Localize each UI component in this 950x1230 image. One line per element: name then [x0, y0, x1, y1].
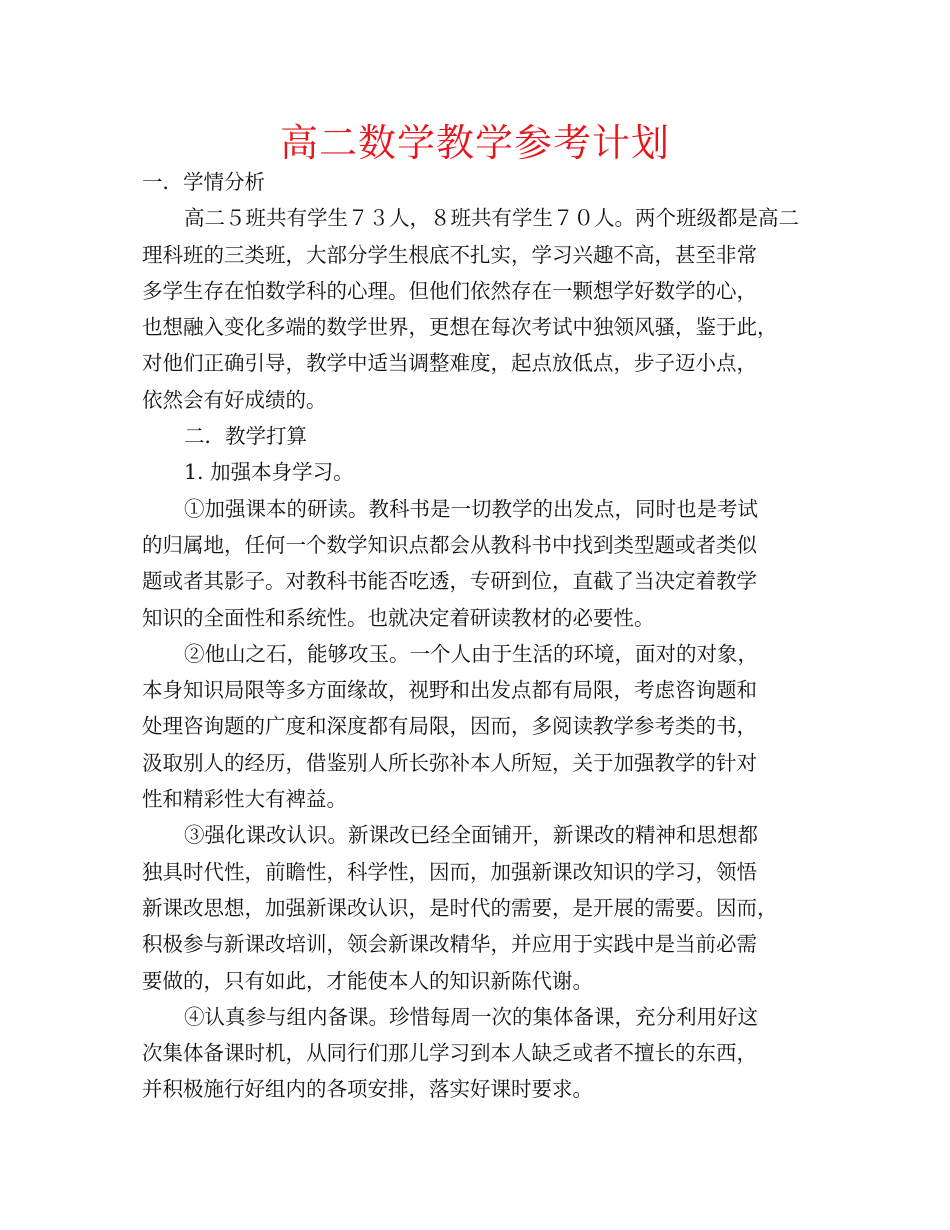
text-line: 高二５班共有学生７３人，８班共有学生７０人。两个班级都是高二: [184, 206, 799, 231]
text-line: 1. 加强本身学习。: [184, 460, 354, 485]
text-line: ①加强课本的研读。教科书是一切教学的出发点，同时也是考试: [184, 496, 758, 521]
text-line: 并积极施行好组内的各项安排，落实好课时要求。: [142, 1077, 593, 1102]
text-line: 处理咨询题的广度和深度都有局限，因而，多阅读教学参考类的书，: [142, 714, 757, 739]
text-line: 一．学情分析: [142, 170, 265, 194]
document-title: 高二数学教学参考计划: [279, 121, 670, 165]
text-line: 题或者其影子。对教科书能否吃透，专研到位，直截了当决定着教学: [142, 569, 757, 594]
text-line: 积极参与新课改培训，领会新课改精华，并应用于实践中是当前必需: [142, 932, 757, 957]
text-line: 新课改思想，加强新课改认识，是时代的需要，是开展的需要。因而，: [142, 895, 778, 920]
text-line: 次集体备课时机，从同行们那儿学习到本人缺乏或者不擅长的东西，: [142, 1041, 757, 1066]
text-line: 独具时代性，前瞻性，科学性，因而，加强新课改知识的学习，领悟: [142, 859, 757, 884]
text-line: 本身知识局限等多方面缘故，视野和出发点都有局限，考虑咨询题和: [142, 678, 757, 703]
text-line: 汲取别人的经历，借鉴别人所长弥补本人所短，关于加强教学的针对: [142, 750, 757, 775]
text-line: 依然会有好成绩的。: [142, 387, 327, 412]
text-line: ②他山之石，能够攻玉。一个人由于生活的环境，面对的对象，: [184, 641, 758, 666]
text-line: 二．教学打算: [184, 424, 307, 449]
text-line: ④认真参与组内备课。珍惜每周一次的集体备课，充分利用好这: [184, 1004, 758, 1029]
text-line: 多学生存在怕数学科的心理。但他们依然存在一颗想学好数学的心，: [142, 278, 757, 303]
text-line: 要做的，只有如此，才能使本人的知识新陈代谢。: [142, 968, 593, 993]
text-line: 对他们正确引导，教学中适当调整难度，起点放低点，步子迈小点，: [142, 351, 757, 376]
text-line: 也想融入变化多端的数学世界，更想在每次考试中独领风骚，鉴于此，: [142, 315, 778, 340]
text-line: ③强化课改认识。新课改已经全面铺开，新课改的精神和思想都: [184, 823, 758, 848]
text-line: 的归属地，任何一个数学知识点都会从教科书中找到类型题或者类似: [142, 532, 757, 557]
text-line: 知识的全面性和系统性。也就决定着研读教材的必要性。: [142, 605, 655, 630]
text-line: 性和精彩性大有裨益。: [142, 787, 347, 812]
document-body: [142, 164, 832, 1108]
text-line: 理科班的三类班，大部分学生根底不扎实，学习兴趣不高，甚至非常: [142, 242, 757, 267]
